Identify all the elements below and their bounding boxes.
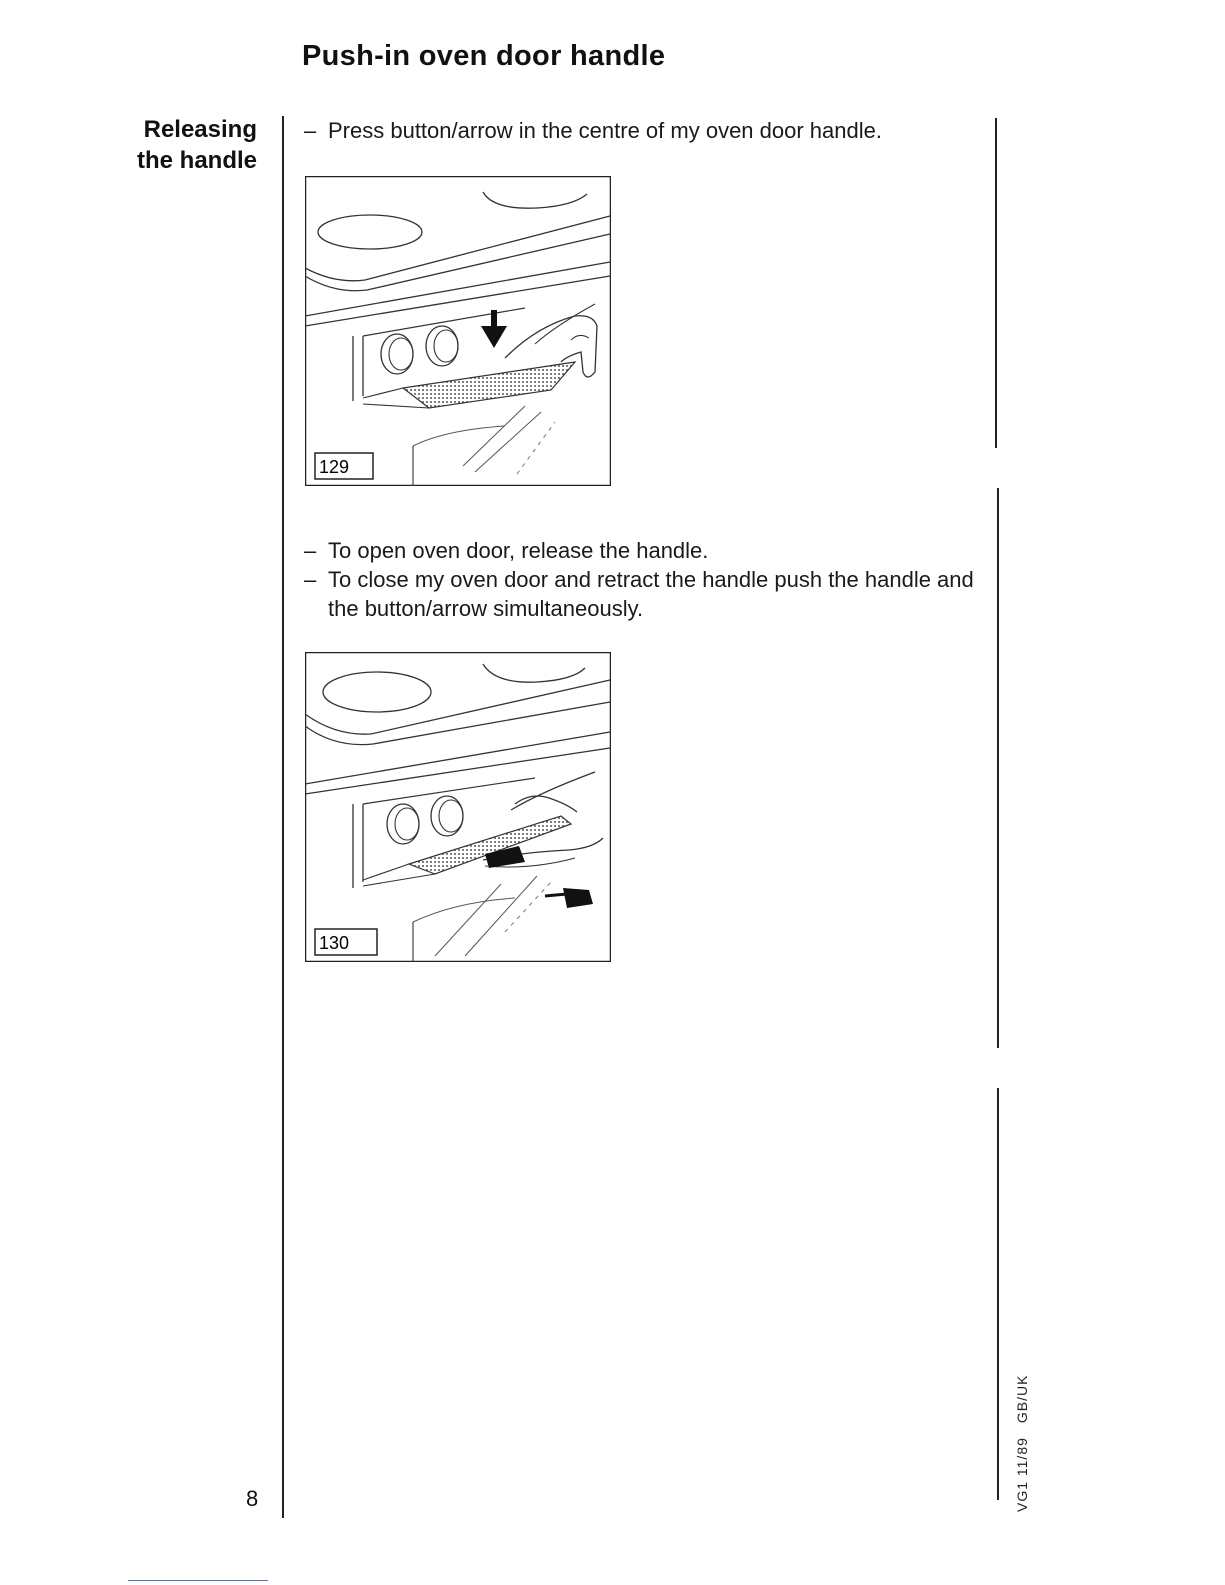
oven-handle-press-drawing — [305, 176, 611, 486]
figure-129-illustration — [305, 176, 611, 486]
instruction-step-3: – To close my oven door and retract the handle push the handle and the button/arrow simultaneously. — [300, 565, 990, 623]
figure-130-label: 130 — [319, 933, 350, 953]
page-title: Push-in oven door handle — [302, 40, 666, 72]
page-number: 8 — [246, 1486, 259, 1511]
instruction-step-2: – To open oven door, release the handle. — [300, 536, 990, 565]
document-region: GB/UK — [1014, 1374, 1030, 1424]
section-heading — [137, 114, 257, 176]
figure-129-label: 129 — [319, 457, 350, 477]
section-heading-line-2: the handle — [136, 147, 257, 174]
right-margin-rule-middle — [997, 488, 999, 1048]
right-margin-rule-lower — [997, 1088, 999, 1500]
instruction-block-2 — [300, 536, 990, 623]
instruction-block-1 — [300, 116, 980, 145]
left-margin-rule — [282, 116, 284, 1518]
right-margin-rule-upper — [995, 118, 997, 448]
instruction-step-1: – Press button/arrow in the centre of my oven door handle. — [300, 116, 980, 145]
oven-handle-retract-drawing — [305, 652, 611, 962]
document-version: VG1 11/89 — [1014, 1437, 1030, 1512]
document-code — [1014, 1361, 1030, 1512]
footer-rule — [128, 1580, 268, 1581]
figure-130-illustration — [305, 652, 611, 962]
section-heading-line-1: Releasing — [143, 116, 257, 143]
